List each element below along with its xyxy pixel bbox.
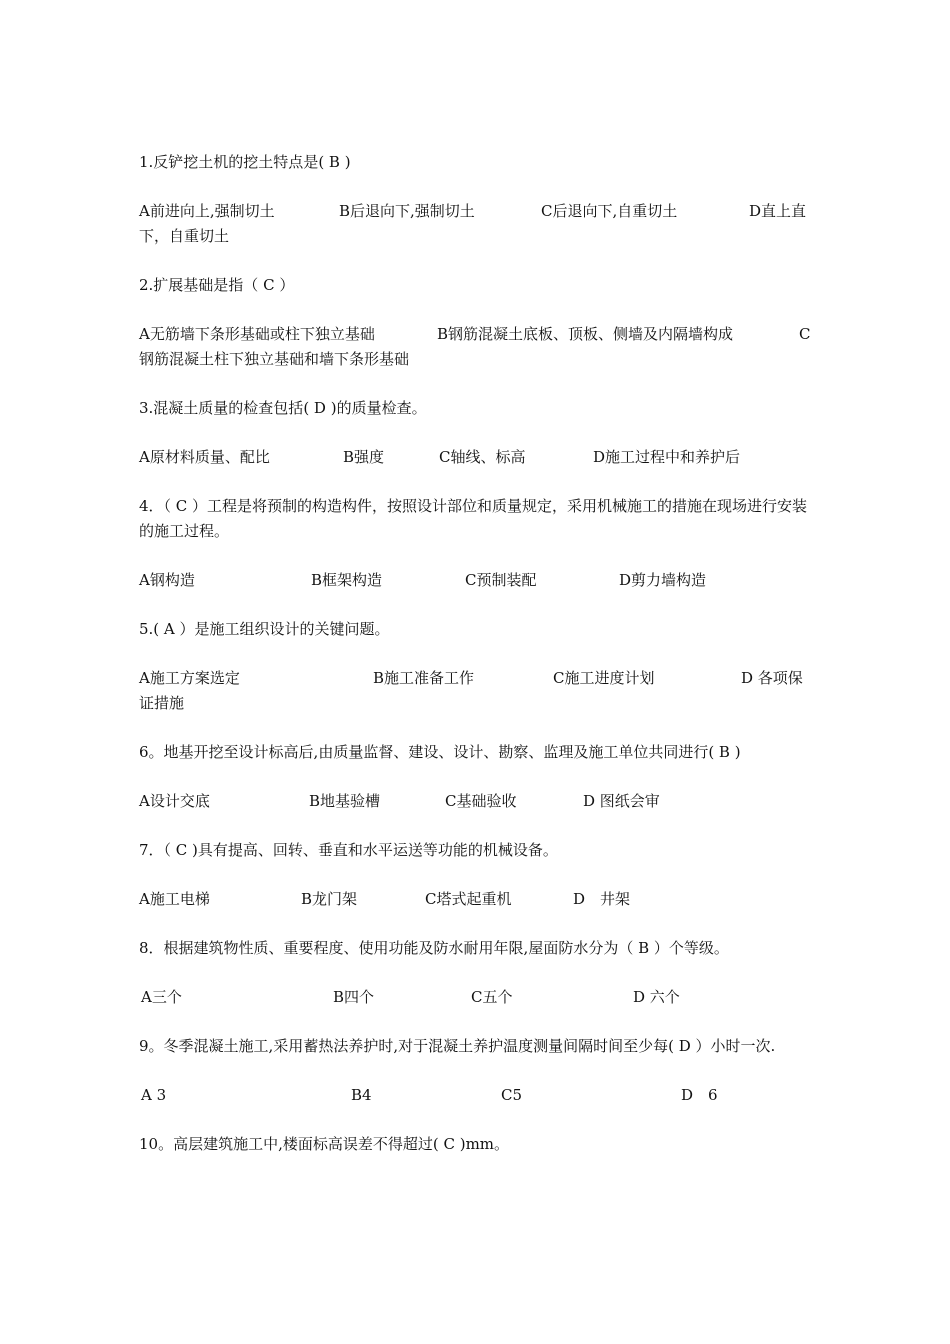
option-b: B地基验槽: [309, 792, 381, 810]
option-b: B四个: [333, 988, 375, 1006]
option-d: D施工过程中和养护后: [593, 448, 741, 466]
option-b: B后退向下,强制切土: [339, 202, 475, 220]
option-d: D 六个: [633, 988, 680, 1006]
option-a: A施工电梯: [139, 890, 210, 908]
question-6: 6。地基开挖至设计标高后,由质量监督、建设、设计、勘察、监理及施工单位共同进行( B ): [139, 743, 741, 761]
options-4: [139, 568, 811, 593]
option-d: D直上直: [749, 202, 807, 220]
options-1: [139, 199, 811, 249]
option-a: A前进向上,强制切土: [139, 202, 275, 220]
option-a: A无筋墙下条形基础或柱下独立基础: [139, 325, 375, 343]
option-c: C后退向下,自重切土: [541, 202, 678, 220]
option-a: A施工方案选定: [139, 669, 240, 687]
option-b: B龙门架: [301, 890, 358, 908]
option-c: C: [799, 325, 811, 343]
question-4: 4．（ C ）工程是将预制的构造构件，按照设计部位和质量规定，采用机械施工的措施在现场进行安装的施工过程。: [139, 497, 808, 540]
options-8: [139, 985, 811, 1010]
option-c: C施工进度计划: [553, 669, 655, 687]
question-3: 3.混凝土质量的检查包括( D )的质量检查。: [139, 399, 427, 417]
option-a: A原材料质量、配比: [139, 448, 270, 466]
options-3: [139, 445, 811, 470]
option-continuation: 证措施: [139, 694, 185, 712]
question-8: 8．根据建筑物性质、重要程度、使用功能及防水耐用年限,屋面防水分为（ B ）个等级。: [139, 939, 729, 957]
options-5: [139, 666, 811, 716]
question-9: 9。冬季混凝土施工,采用蓄热法养护时,对于混凝土养护温度测量间隔时间至少每( D ）小时一次.: [139, 1037, 776, 1055]
option-d: D剪力墙构造: [619, 571, 707, 589]
option-c: C预制装配: [465, 571, 537, 589]
options-6: [139, 789, 811, 814]
option-a: A三个: [141, 988, 182, 1006]
options-9: [139, 1083, 811, 1108]
option-b: B4: [351, 1086, 372, 1104]
option-d: D 6: [681, 1086, 718, 1104]
option-b: B钢筋混凝土底板、顶板、侧墙及内隔墙构成: [437, 325, 734, 343]
question-10: 10。高层建筑施工中,楼面标高误差不得超过( C )mm。: [139, 1135, 510, 1153]
option-c: C5: [501, 1086, 523, 1104]
option-d: D 井架: [573, 890, 631, 908]
option-c: C塔式起重机: [425, 890, 512, 908]
question-7: 7．（ C )具有提高、回转、垂直和水平运送等功能的机械设备。: [139, 841, 558, 859]
option-c: C五个: [471, 988, 513, 1006]
option-continuation: 下，自重切土: [139, 227, 230, 245]
question-5: 5.( A ）是施工组织设计的关键问题。: [139, 620, 390, 638]
question-2: 2.扩展基础是指（ C ）: [139, 276, 295, 294]
option-a: A 3: [141, 1086, 167, 1104]
question-1: 1.反铲挖土机的挖土特点是( B ): [139, 153, 351, 171]
option-d: D 各项保: [741, 669, 803, 687]
option-b: B强度: [343, 448, 385, 466]
option-b: B施工准备工作: [373, 669, 475, 687]
option-a: A钢构造: [139, 571, 195, 589]
option-continuation: 钢筋混凝土柱下独立基础和墙下条形基础: [139, 350, 410, 368]
option-d: D 图纸会审: [583, 792, 660, 810]
option-b: B框架构造: [311, 571, 383, 589]
option-c: C基础验收: [445, 792, 517, 810]
option-a: A设计交底: [139, 792, 210, 810]
option-c: C轴线、标高: [439, 448, 526, 466]
options-7: [139, 887, 811, 912]
options-2: [139, 322, 811, 372]
document-page: [139, 150, 811, 1181]
